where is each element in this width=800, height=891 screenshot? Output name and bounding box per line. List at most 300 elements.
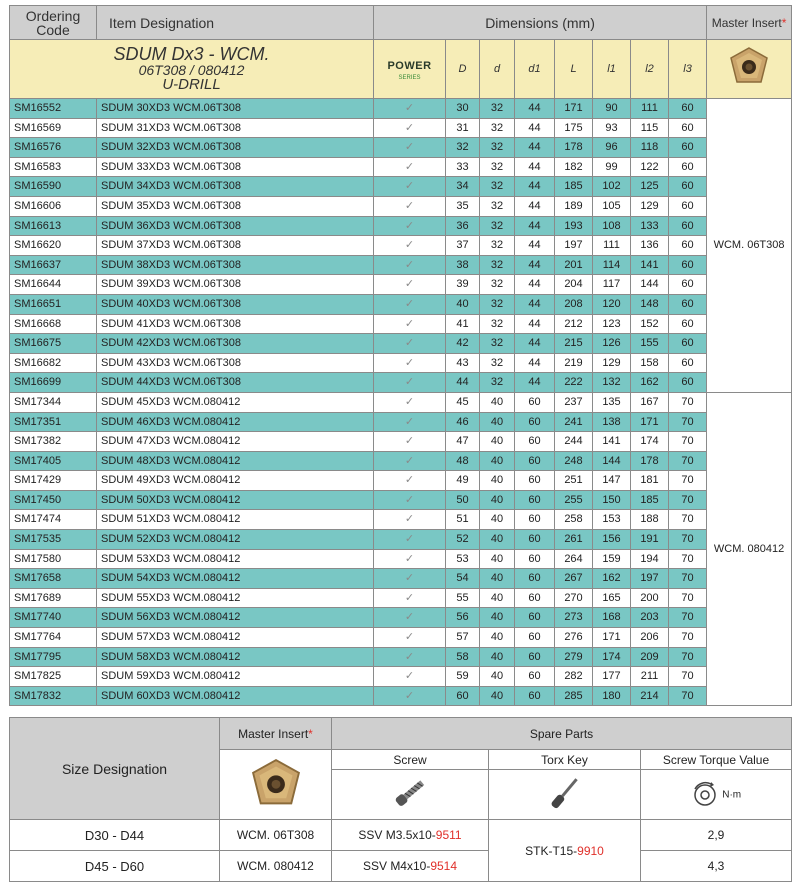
dim-l2: 111: [631, 99, 669, 119]
dim-d1: 60: [515, 490, 555, 510]
dim-d1: 60: [515, 510, 555, 530]
dim-L: 182: [555, 157, 593, 177]
screw-torque-header: Screw Torque Value: [641, 750, 792, 770]
dim-L: 276: [555, 628, 593, 648]
dim-L: 282: [555, 667, 593, 687]
dim-l2: 185: [631, 490, 669, 510]
item-designation: SDUM 56XD3 WCM.080412: [97, 608, 374, 628]
dim-l1: 123: [593, 314, 631, 334]
dim-d1: 60: [515, 392, 555, 412]
ordering-code: SM17351: [10, 412, 97, 432]
dim-l1: 90: [593, 99, 631, 119]
dim-l3: 70: [669, 510, 707, 530]
dim-l1: 171: [593, 628, 631, 648]
ordering-code: SM16606: [10, 196, 97, 216]
check-icon: ✓: [374, 294, 446, 314]
table-row: [10, 412, 792, 432]
dim-l3: 70: [669, 490, 707, 510]
table-row: [10, 569, 792, 589]
table-row: [10, 451, 792, 471]
check-icon: ✓: [374, 138, 446, 158]
ordering-code: SM16613: [10, 216, 97, 236]
spare-row: [10, 851, 792, 882]
dim-l1: 114: [593, 255, 631, 275]
dim-d: 32: [480, 373, 515, 393]
col-header-l3: l3: [669, 40, 707, 99]
dim-l1: 135: [593, 392, 631, 412]
dim-l3: 60: [669, 157, 707, 177]
dim-l2: 214: [631, 686, 669, 706]
dim-l2: 174: [631, 432, 669, 452]
spare-parts-table: [9, 717, 792, 882]
ordering-code: SM16651: [10, 294, 97, 314]
ordering-code: SM16552: [10, 99, 97, 119]
dim-L: 255: [555, 490, 593, 510]
dim-D: 30: [446, 99, 480, 119]
ordering-code: SM17580: [10, 549, 97, 569]
dim-L: 178: [555, 138, 593, 158]
check-icon: ✓: [374, 471, 446, 491]
dim-d1: 44: [515, 138, 555, 158]
dim-d1: 44: [515, 373, 555, 393]
check-icon: ✓: [374, 255, 446, 275]
dim-l1: 153: [593, 510, 631, 530]
torx-key-icon-cell: [489, 770, 641, 820]
ordering-code: SM17535: [10, 530, 97, 550]
spare-size: D30 - D44: [10, 820, 220, 851]
check-icon: ✓: [374, 99, 446, 119]
check-icon: ✓: [374, 196, 446, 216]
dim-l3: 60: [669, 255, 707, 275]
check-icon: ✓: [374, 686, 446, 706]
dim-l2: 118: [631, 138, 669, 158]
dim-d: 40: [480, 392, 515, 412]
dim-l2: 209: [631, 647, 669, 667]
col-header-L: L: [555, 40, 593, 99]
ordering-code: SM16576: [10, 138, 97, 158]
spare-insert: WCM. 080412: [220, 851, 332, 882]
item-designation: SDUM 37XD3 WCM.06T308: [97, 236, 374, 256]
dim-l1: 96: [593, 138, 631, 158]
dim-l1: 93: [593, 118, 631, 138]
dim-d1: 60: [515, 549, 555, 569]
check-icon: ✓: [374, 647, 446, 667]
col-header-l1: l1: [593, 40, 631, 99]
dim-d: 40: [480, 471, 515, 491]
product-title: [10, 40, 374, 99]
check-icon: ✓: [374, 275, 446, 295]
torque-unit: N·m: [722, 789, 742, 800]
dim-d1: 60: [515, 432, 555, 452]
dim-d1: 44: [515, 216, 555, 236]
item-designation: SDUM 45XD3 WCM.080412: [97, 392, 374, 412]
dim-D: 56: [446, 608, 480, 628]
dim-D: 31: [446, 118, 480, 138]
item-designation: SDUM 35XD3 WCM.06T308: [97, 196, 374, 216]
dim-l1: 117: [593, 275, 631, 295]
dim-l1: 108: [593, 216, 631, 236]
dim-l2: 194: [631, 549, 669, 569]
dim-l1: 162: [593, 569, 631, 589]
item-designation: SDUM 51XD3 WCM.080412: [97, 510, 374, 530]
product-title-line2: 06T308 / 080412: [138, 62, 245, 78]
torx-key-header: Torx Key: [489, 750, 641, 770]
dim-d1: 44: [515, 255, 555, 275]
dim-d: 32: [480, 275, 515, 295]
dim-L: 219: [555, 353, 593, 373]
check-icon: ✓: [374, 353, 446, 373]
dim-l2: 200: [631, 588, 669, 608]
dim-L: 258: [555, 510, 593, 530]
dim-l2: 162: [631, 373, 669, 393]
dim-l3: 70: [669, 647, 707, 667]
ordering-code: SM17344: [10, 392, 97, 412]
dim-l3: 70: [669, 392, 707, 412]
product-title-line3: U-DRILL: [162, 76, 221, 93]
ordering-code: SM17795: [10, 647, 97, 667]
ordering-code: SM17405: [10, 451, 97, 471]
size-designation-header: Size Designation: [10, 718, 220, 820]
dim-l2: 206: [631, 628, 669, 648]
dim-L: 279: [555, 647, 593, 667]
table-row: [10, 490, 792, 510]
dim-l1: 156: [593, 530, 631, 550]
dim-l1: 150: [593, 490, 631, 510]
dim-l1: 141: [593, 432, 631, 452]
dim-l2: 144: [631, 275, 669, 295]
ordering-code: SM17832: [10, 686, 97, 706]
dim-l3: 70: [669, 628, 707, 648]
screw-icon: [388, 771, 432, 815]
dim-l1: 147: [593, 471, 631, 491]
dim-d: 40: [480, 667, 515, 687]
table-row: [10, 177, 792, 197]
spare-insert: WCM. 06T308: [220, 820, 332, 851]
check-icon: ✓: [374, 216, 446, 236]
table-row: [10, 667, 792, 687]
dim-d: 40: [480, 628, 515, 648]
check-icon: ✓: [374, 177, 446, 197]
ordering-code: SM17450: [10, 490, 97, 510]
ordering-code: SM16569: [10, 118, 97, 138]
dim-d: 32: [480, 196, 515, 216]
dim-L: 285: [555, 686, 593, 706]
item-designation: SDUM 46XD3 WCM.080412: [97, 412, 374, 432]
table-row: [10, 294, 792, 314]
dim-l2: 188: [631, 510, 669, 530]
dim-l3: 70: [669, 608, 707, 628]
item-designation: SDUM 36XD3 WCM.06T308: [97, 216, 374, 236]
dim-L: 251: [555, 471, 593, 491]
dim-L: 264: [555, 549, 593, 569]
check-icon: ✓: [374, 451, 446, 471]
dim-L: 261: [555, 530, 593, 550]
table-row: [10, 255, 792, 275]
dim-l3: 60: [669, 138, 707, 158]
dim-D: 41: [446, 314, 480, 334]
master-insert-label: WCM. 080412: [707, 392, 792, 706]
ordering-code: SM17764: [10, 628, 97, 648]
dim-D: 48: [446, 451, 480, 471]
item-designation: SDUM 31XD3 WCM.06T308: [97, 118, 374, 138]
ordering-code: SM17658: [10, 569, 97, 589]
dim-l2: 167: [631, 392, 669, 412]
dim-l3: 70: [669, 451, 707, 471]
dim-l1: 168: [593, 608, 631, 628]
dim-l1: 99: [593, 157, 631, 177]
dim-l3: 60: [669, 353, 707, 373]
dim-d1: 44: [515, 177, 555, 197]
check-icon: ✓: [374, 412, 446, 432]
dim-l3: 70: [669, 686, 707, 706]
ordering-code: SM16590: [10, 177, 97, 197]
torque-icon: [691, 781, 719, 809]
dim-d: 40: [480, 530, 515, 550]
item-designation-header: Item Designation: [97, 6, 374, 40]
item-designation: SDUM 53XD3 WCM.080412: [97, 549, 374, 569]
dim-l3: 60: [669, 294, 707, 314]
dim-l2: 158: [631, 353, 669, 373]
ordering-code: SM16583: [10, 157, 97, 177]
dim-l2: 211: [631, 667, 669, 687]
dim-l3: 60: [669, 314, 707, 334]
dim-l2: 125: [631, 177, 669, 197]
check-icon: ✓: [374, 510, 446, 530]
dim-l2: 191: [631, 530, 669, 550]
dim-d1: 44: [515, 334, 555, 354]
dim-D: 38: [446, 255, 480, 275]
dim-L: 244: [555, 432, 593, 452]
dim-D: 32: [446, 138, 480, 158]
spare-screw: SSV M4x10-9514: [332, 851, 489, 882]
dim-D: 49: [446, 471, 480, 491]
dim-d1: 60: [515, 608, 555, 628]
item-designation: SDUM 41XD3 WCM.06T308: [97, 314, 374, 334]
dim-l3: 60: [669, 118, 707, 138]
check-icon: ✓: [374, 373, 446, 393]
dim-d: 40: [480, 432, 515, 452]
dim-l1: 105: [593, 196, 631, 216]
spare-master-insert-header: Master Insert*: [220, 718, 332, 750]
check-icon: ✓: [374, 530, 446, 550]
spare-insert-image: [220, 750, 332, 820]
table-row: [10, 647, 792, 667]
dim-d: 40: [480, 569, 515, 589]
dim-l2: 203: [631, 608, 669, 628]
col-header-l2: l2: [631, 40, 669, 99]
dim-D: 52: [446, 530, 480, 550]
dim-D: 34: [446, 177, 480, 197]
table-row: [10, 432, 792, 452]
spare-parts-header: Spare Parts: [332, 718, 792, 750]
dim-d1: 60: [515, 628, 555, 648]
ordering-code: SM16675: [10, 334, 97, 354]
dim-L: 201: [555, 255, 593, 275]
item-designation: SDUM 42XD3 WCM.06T308: [97, 334, 374, 354]
dim-d: 32: [480, 294, 515, 314]
dim-d1: 44: [515, 236, 555, 256]
check-icon: ✓: [374, 588, 446, 608]
table-row: [10, 392, 792, 412]
dim-D: 50: [446, 490, 480, 510]
dim-d: 40: [480, 549, 515, 569]
dim-D: 51: [446, 510, 480, 530]
item-designation: SDUM 59XD3 WCM.080412: [97, 667, 374, 687]
table-row: [10, 686, 792, 706]
torque-icon-cell: [641, 770, 792, 820]
dim-d1: 44: [515, 196, 555, 216]
ordering-code: SM16620: [10, 236, 97, 256]
dim-L: 204: [555, 275, 593, 295]
dim-D: 40: [446, 294, 480, 314]
dim-l2: 115: [631, 118, 669, 138]
master-insert-header: Master Insert*: [707, 6, 792, 40]
dim-l1: 126: [593, 334, 631, 354]
check-icon: ✓: [374, 628, 446, 648]
dim-l2: 141: [631, 255, 669, 275]
dim-l2: 197: [631, 569, 669, 589]
dim-l1: 174: [593, 647, 631, 667]
ordering-code: SM16644: [10, 275, 97, 295]
dim-d: 32: [480, 118, 515, 138]
screw-icon-cell: [332, 770, 489, 820]
check-icon: ✓: [374, 392, 446, 412]
ordering-code: SM17689: [10, 588, 97, 608]
product-title-line1: SDUM Dx3 - WCM.: [113, 44, 270, 64]
item-designation: SDUM 47XD3 WCM.080412: [97, 432, 374, 452]
dim-d: 32: [480, 177, 515, 197]
ordering-code: SM17382: [10, 432, 97, 452]
dim-L: 185: [555, 177, 593, 197]
dim-l3: 70: [669, 549, 707, 569]
dim-l3: 60: [669, 196, 707, 216]
item-designation: SDUM 39XD3 WCM.06T308: [97, 275, 374, 295]
dim-l1: 120: [593, 294, 631, 314]
dim-l2: 152: [631, 314, 669, 334]
table-row: [10, 138, 792, 158]
dim-d: 40: [480, 451, 515, 471]
dim-l3: 60: [669, 216, 707, 236]
dim-l3: 70: [669, 588, 707, 608]
dim-L: 175: [555, 118, 593, 138]
dim-D: 39: [446, 275, 480, 295]
item-designation: SDUM 32XD3 WCM.06T308: [97, 138, 374, 158]
table-row: [10, 530, 792, 550]
dim-d1: 60: [515, 530, 555, 550]
spare-row: [10, 820, 792, 851]
item-designation: SDUM 54XD3 WCM.080412: [97, 569, 374, 589]
spare-torque: 2,9: [641, 820, 792, 851]
dim-D: 60: [446, 686, 480, 706]
dim-d: 40: [480, 608, 515, 628]
dim-d1: 60: [515, 667, 555, 687]
dim-d: 32: [480, 216, 515, 236]
dim-d: 32: [480, 334, 515, 354]
torx-key-icon: [543, 771, 587, 815]
table-row: [10, 353, 792, 373]
dim-l2: 148: [631, 294, 669, 314]
dim-D: 46: [446, 412, 480, 432]
table-row: [10, 549, 792, 569]
dim-l3: 70: [669, 412, 707, 432]
screw-header: Screw: [332, 750, 489, 770]
dim-l3: 70: [669, 667, 707, 687]
dim-l2: 171: [631, 412, 669, 432]
item-designation: SDUM 38XD3 WCM.06T308: [97, 255, 374, 275]
dim-l1: 102: [593, 177, 631, 197]
table-row: [10, 510, 792, 530]
dim-L: 215: [555, 334, 593, 354]
item-designation: SDUM 55XD3 WCM.080412: [97, 588, 374, 608]
item-designation: SDUM 58XD3 WCM.080412: [97, 647, 374, 667]
dim-l1: 111: [593, 236, 631, 256]
dim-d: 32: [480, 314, 515, 334]
dim-L: 189: [555, 196, 593, 216]
ordering-code: SM17429: [10, 471, 97, 491]
item-designation: SDUM 40XD3 WCM.06T308: [97, 294, 374, 314]
dim-d: 40: [480, 412, 515, 432]
table-row: [10, 373, 792, 393]
spare-size: D45 - D60: [10, 851, 220, 882]
dim-D: 44: [446, 373, 480, 393]
spare-header-row: [10, 718, 792, 750]
check-icon: ✓: [374, 608, 446, 628]
check-icon: ✓: [374, 118, 446, 138]
dim-L: 193: [555, 216, 593, 236]
dim-D: 55: [446, 588, 480, 608]
dim-D: 54: [446, 569, 480, 589]
dim-L: 212: [555, 314, 593, 334]
item-designation: SDUM 57XD3 WCM.080412: [97, 628, 374, 648]
dim-d1: 60: [515, 647, 555, 667]
table-row: [10, 471, 792, 491]
header-row: [10, 6, 792, 40]
dim-d1: 60: [515, 569, 555, 589]
check-icon: ✓: [374, 334, 446, 354]
dim-l2: 155: [631, 334, 669, 354]
dim-l2: 136: [631, 236, 669, 256]
dim-L: 208: [555, 294, 593, 314]
table-row: [10, 118, 792, 138]
table-row: [10, 196, 792, 216]
dim-l2: 122: [631, 157, 669, 177]
dim-l1: 177: [593, 667, 631, 687]
dim-D: 58: [446, 647, 480, 667]
dim-D: 59: [446, 667, 480, 687]
check-icon: ✓: [374, 236, 446, 256]
col-header-d1: d1: [515, 40, 555, 99]
dim-D: 36: [446, 216, 480, 236]
dim-D: 42: [446, 334, 480, 354]
col-header-D: D: [446, 40, 480, 99]
dim-d: 40: [480, 588, 515, 608]
dim-D: 37: [446, 236, 480, 256]
ordering-code: SM16637: [10, 255, 97, 275]
dim-d1: 44: [515, 353, 555, 373]
dim-l2: 181: [631, 471, 669, 491]
item-designation: SDUM 48XD3 WCM.080412: [97, 451, 374, 471]
table-row: [10, 334, 792, 354]
dimensions-header: Dimensions (mm): [374, 6, 707, 40]
table-row: [10, 608, 792, 628]
dim-D: 45: [446, 392, 480, 412]
power-logo: POWER SERIES: [374, 40, 446, 99]
check-icon: ✓: [374, 314, 446, 334]
dim-d: 40: [480, 686, 515, 706]
dim-L: 171: [555, 99, 593, 119]
table-row: [10, 588, 792, 608]
master-insert-label: WCM. 06T308: [707, 99, 792, 393]
